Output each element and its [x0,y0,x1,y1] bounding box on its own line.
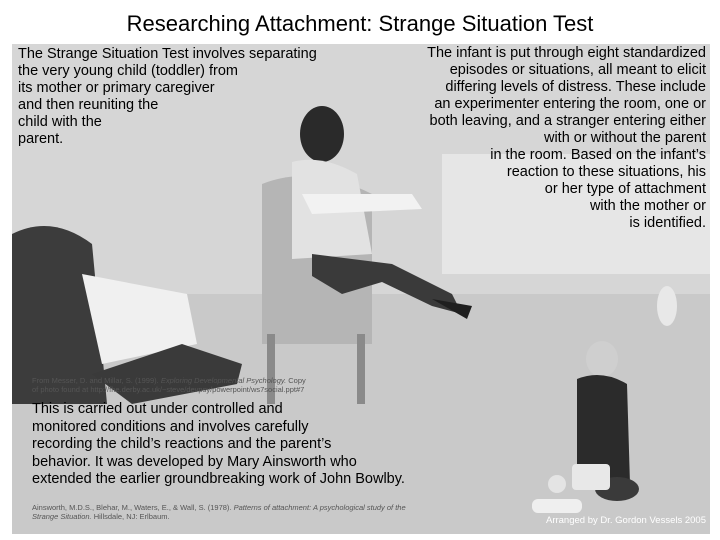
procedure-text: The infant is put through eight standardized episodes or situations, all meant to elicit differing levels of distress. These include an experimenter entering the room, one or both leaving, and a stranger entering either with or without the parent in the room. Based on the infant’s reaction to these situations, his or her type of attachment with the mother or is identified. [427,45,706,231]
method-text: This is carried out under controlled and monitored conditions and involves carefully recording the child’s reactions and the parent’s behavior. It was developed by Mary Ainsworth who extended the earlier groundbreaking work of John Bowlby. [32,401,405,488]
ainsworth-citation [32,503,462,521]
intro-text: The Strange Situation Test involves separating the very young child (toddler) from its mother or primary caregiver and then reuniting the child with the parent. [18,46,317,147]
photo-citation-title: Exploring Developmental Psychology. [160,376,287,385]
ainsworth-citation-title-2: Strange Situation. [32,512,92,521]
ainsworth-citation-suffix: Hillsdale, NJ: Erlbaum. [91,512,170,521]
photo-citation [32,376,352,394]
photo-citation-suffix: Copy of photo found at http://fhe.derby.ac.uk/~steve/devpsy/powerpoint/ws7social.ppt#7 [32,376,306,394]
author-credit: Arranged by Dr. Gordon Vessels 2005 [545,515,706,526]
photo-citation-prefix: From Messer, D. and Millar, S. (1999). [32,376,159,385]
ainsworth-citation-title: Patterns of attachment: A psychological study of the [233,503,406,512]
slide-title: Researching Attachment: Strange Situation Test [126,11,594,36]
ainsworth-citation-prefix: Ainsworth, M.D.S., Blehar, M., Waters, E., & Wall, S. (1978). [32,503,232,512]
